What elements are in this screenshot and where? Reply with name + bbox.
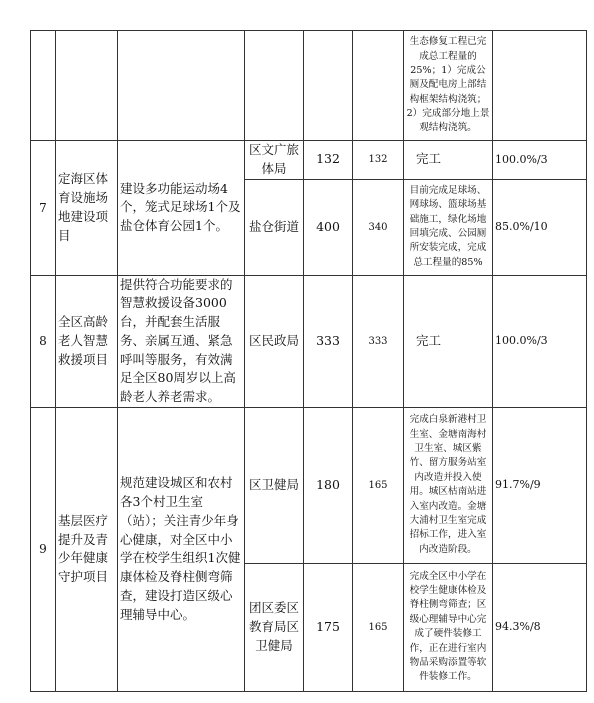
row-no-cell: 8	[31, 275, 56, 407]
project-name-cell: 基层医疗提升及青少年健康守护项目	[56, 407, 118, 691]
rate-cell: 94.3%/8	[493, 563, 587, 691]
plan-amount-cell	[304, 31, 353, 141]
project-content-cell: 规范建设城区和农村各3个村卫生室（站）；关注青少年身心健康，对全区中小学在校学生组织1次健康体检及脊柱侧弯筛查，建设打造区级心理辅导中心。	[118, 407, 245, 691]
done-amount-cell: 340	[353, 179, 404, 275]
plan-amount-cell: 333	[304, 275, 353, 407]
dept-cell: 区民政局	[245, 275, 304, 407]
project-name-cell	[56, 31, 118, 141]
progress-cell: 完成全区中小学在校学生健康体检及脊柱侧弯筛查；区级心理辅导中心完成了硬件装修工作，正在进行室内物品采购添置等软件装修工作。	[404, 563, 493, 691]
done-amount-cell	[353, 31, 404, 141]
progress-cell: 完成白泉新港村卫生室、金塘南海村卫生室、城区紫竹、留方服务站室内改造并投入使用。城区枯南站进入室内改造。金塘大浦村卫生室完成招标工作，进入室内改造阶段。	[404, 407, 493, 563]
rate-cell: 100.0%/3	[493, 275, 587, 407]
project-content-cell: 提供符合功能要求的智慧救援设备3000台，并配套生活服务、亲属互通、紧急呼叫等服务，有效满足全区80周岁以上高龄老人养老需求。	[118, 275, 245, 407]
table-row	[31, 31, 587, 141]
rate-cell: 91.7%/9	[493, 407, 587, 563]
row-no-cell	[31, 31, 56, 141]
project-progress-table	[30, 30, 587, 692]
done-amount-cell: 333	[353, 275, 404, 407]
dept-cell: 盐仓街道	[245, 179, 304, 275]
plan-amount-cell: 132	[304, 141, 353, 180]
dept-cell: 区文广旅体局	[245, 141, 304, 180]
plan-amount-cell: 400	[304, 179, 353, 275]
dept-cell: 区卫健局	[245, 407, 304, 563]
progress-text: 生态修复工程已完成总工程量的25%；1）完成公厕及配电房上部结构框架结构浇筑；2）完成部分地上景观结构浇筑。	[406, 36, 490, 134]
rate-cell: 85.0%/10	[493, 179, 587, 275]
table-row	[31, 275, 587, 407]
rate-cell: 100.0%/3	[493, 141, 587, 180]
dept-cell: 团区委区教育局区卫健局	[245, 563, 304, 691]
progress-cell: 目前完成足球场、网球场、篮球场基础施工，绿化场地回填完成、公园厕所安装完成，完成总工程量的85%	[404, 179, 493, 275]
progress-cell: 完工	[404, 275, 493, 407]
done-amount-cell: 165	[353, 563, 404, 691]
project-content-cell: 建设多功能运动场4个，笼式足球场1个及盐仓体育公园1个。	[118, 141, 245, 276]
progress-cell	[404, 31, 493, 141]
table-row	[31, 141, 587, 180]
row-no-cell: 7	[31, 141, 56, 276]
progress-cell: 完工	[404, 141, 493, 180]
project-name-cell: 定海区体育设施场地建设项目	[56, 141, 118, 276]
done-amount-cell: 165	[353, 407, 404, 563]
plan-amount-cell: 180	[304, 407, 353, 563]
done-amount-cell: 132	[353, 141, 404, 180]
row-no-cell: 9	[31, 407, 56, 691]
rate-cell	[493, 31, 587, 141]
project-content-cell	[118, 31, 245, 141]
project-name-cell: 全区高龄老人智慧救援项目	[56, 275, 118, 407]
plan-amount-cell: 175	[304, 563, 353, 691]
dept-cell	[245, 31, 304, 141]
table-row	[31, 407, 587, 563]
